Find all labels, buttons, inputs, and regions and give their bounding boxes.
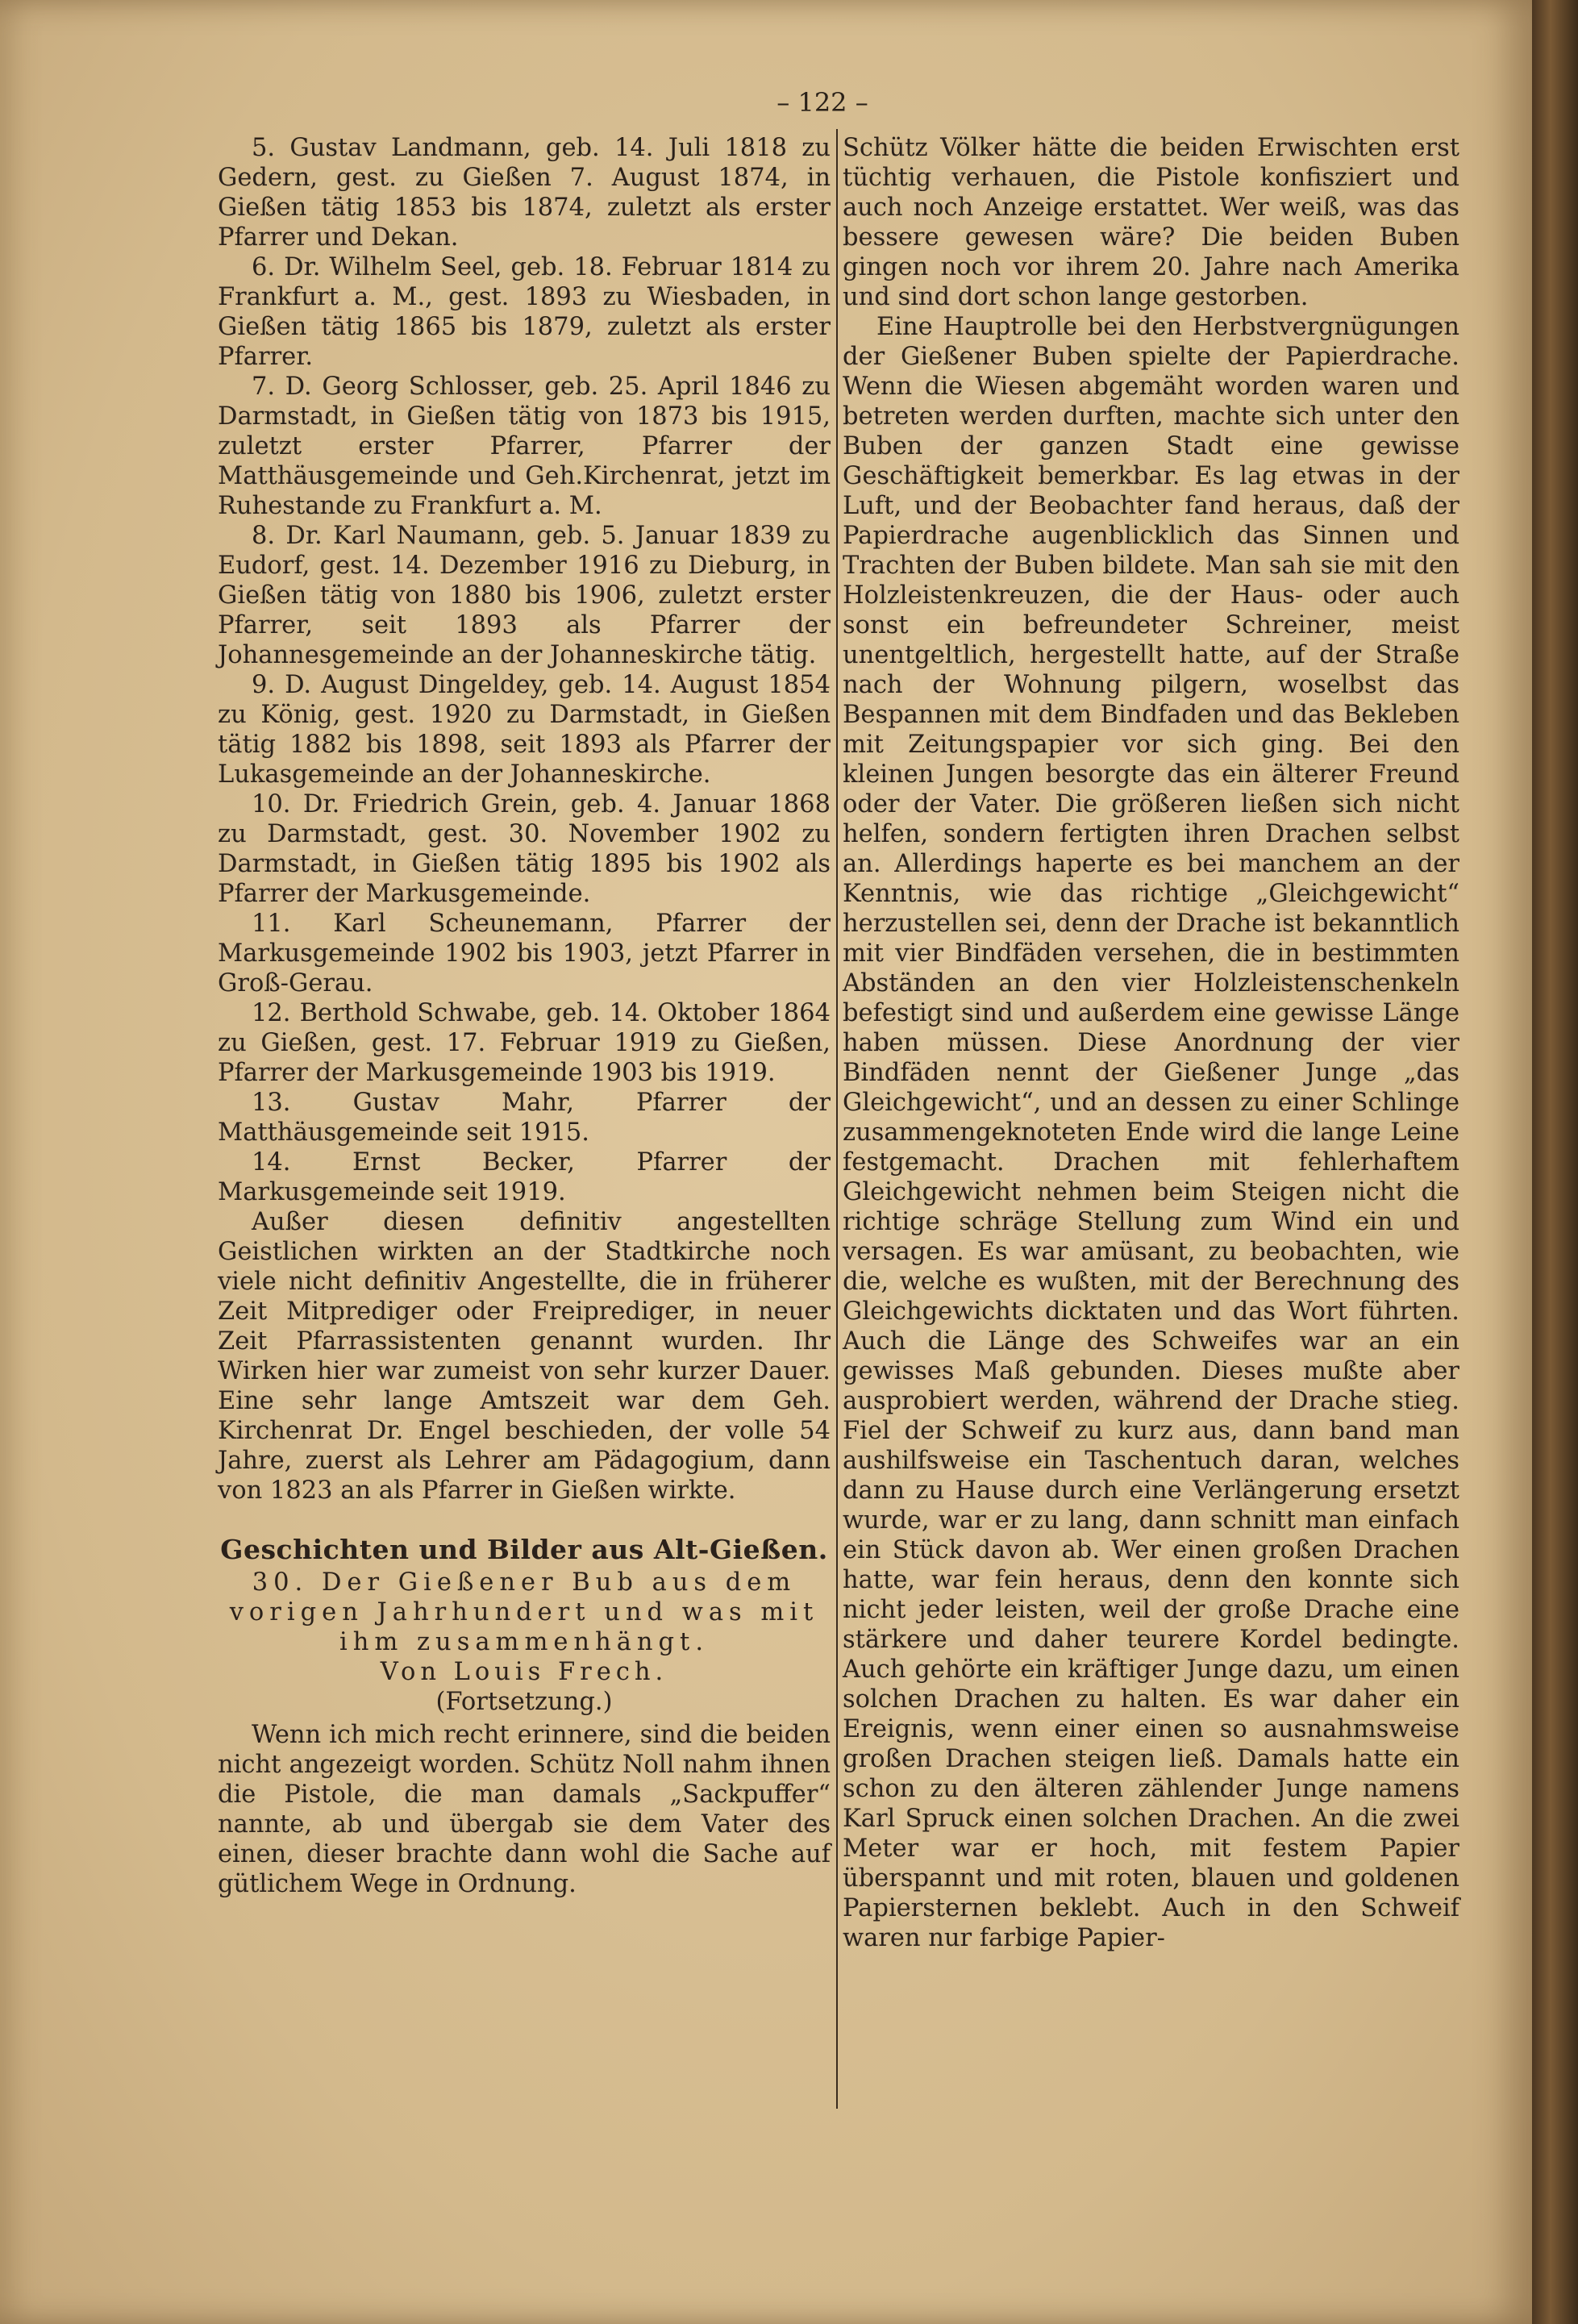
pastor-entry: 7. D. Georg Schlosser, geb. 25. April 1846 zu Darmstadt, in Gießen tätig von 1873 bis 1915, zuletzt erster Pfarrer, Pfarrer der Matthäusgemeinde und Geh.Kirchenrat, jetzt im Ruhestande zu Frankfurt a. M. <box>218 373 831 520</box>
pastor-entry: 13. Gustav Mahr, Pfarrer der Matthäusgemeinde seit 1915. <box>218 1089 831 1147</box>
column-divider <box>836 129 838 2109</box>
story-paragraph: Eine Hauptrolle bei den Herbstvergnügungen der Gießener Buben spielte der Papierdrache. Wenn die Wiesen abgemäht worden waren und betreten werden durften, machte sich unter den Buben der ganzen Stadt eine gewisse Geschäftigkeit bemerkbar. Es lag etwas in der Luft, und der Beobachter fand heraus, daß der Papierdrache augenblicklich das Sinnen und Trachten der Buben bildete. Man sah sie mit den Holzleistenkreuzen, die der Haus- oder auch sonst ein befreundeter Schreiner, meist unentgeltlich, hergestellt hatte, auf der Straße nach der Wohnung pilgern, woselbst das Bespannen mit dem Bindfaden und das Bekleben mit Zeitungspapier vor sich ging. Bei den kleinen Jungen besorgte das ein älterer Freund oder der Vater. Die größeren ließen sich nicht helfen, sondern fertigten ihren Drachen selbst an. Allerdings haperte es bei manchem an der Kenntnis, wie das richtige „Gleichgewicht“ herzustellen sei, denn der Drache ist bekanntlich mit vier Bindfäden versehen, die in bestimmten Abständen an den vier Holzleistenschenkeln befestigt sind und außerdem eine gewisse Länge haben müssen. Diese Anordnung der vier Bindfäden nennt der Gießener Junge „das Gleichgewicht“, und an dessen zu einer Schlinge zusammengeknoteten Ende wird die lange Leine festgemacht. Drachen mit fehlerhaftem Gleichgewicht nehmen beim Steigen nicht die richtige schräge Stellung zum Wind ein und versagen. Es war amüsant, zu beobachten, wie die, welche es wußten, mit der Berechnung des Gleichgewichts dicktaten und das Wort führten. Auch die Länge des Schweifes war an ein gewisses Maß gebunden. Dieses mußte aber ausprobiert werden, während der Drache stieg. Fiel der Schweif zu kurz aus, dann band man aushilfsweise ein Taschentuch daran, welches dann zu Hause durch eine Verlängerung ersetzt wurde, war er zu lang, dann schnitt man einfach ein Stück davon ab. Wer einen großen Drachen hatte, war fein heraus, denn den konnte sich nicht jeder leisten, weil der große Drache eine stärkere und daher teurere Kordel bedingte. Auch gehörte ein kräftiger Junge dazu, um einen solchen Drachen zu halten. Es war daher ein Ereignis, wenn einer einen so ausnahmsweise großen Drachen steigen ließ. Damals hatte ein schon zu den älteren zählender Junge namens Karl Spruck einen solchen Drachen. An die zwei Meter war er hoch, mit festem Papier überspannt und mit roten, blauen und goldenen Papiersternen beklebt. Auch in den Schweif waren nur farbige Papier- <box>843 313 1459 1952</box>
pastor-entry: 8. Dr. Karl Naumann, geb. 5. Januar 1839 zu Eudorf, gest. 14. Dezember 1916 zu Dieburg, in Gießen tätig von 1880 bis 1906, zuletzt erster Pfarrer, seit 1893 als Pfarrer der Johannesgemeinde an der Johanneskirche tätig. <box>218 522 831 669</box>
pastor-entry: 12. Berthold Schwabe, geb. 14. Oktober 1864 zu Gießen, gest. 17. Februar 1919 zu Gießen, Pfarrer der Markusgemeinde 1903 bis 1919. <box>218 999 831 1087</box>
closing-paragraph: Außer diesen definitiv angestellten Geistlichen wirkten an der Stadtkirche noch viele nicht definitiv Angestellte, die in früherer Zeit Mitprediger oder Freiprediger, in neuer Zeit Pfarrassistenten genannt wurden. Ihr Wirken hier war zumeist von sehr kurzer Dauer. Eine sehr lange Amtszeit war dem Geh. Kirchenrat Dr. Engel beschieden, der volle 54 Jahre, zuerst als Lehrer am Pädagogium, dann von 1823 an als Pfarrer in Gießen wirkte. <box>218 1208 831 1505</box>
pastor-entry: 14. Ernst Becker, Pfarrer der Markusgemeinde seit 1919. <box>218 1148 831 1206</box>
right-column <box>843 133 1459 1953</box>
pastor-entry: 5. Gustav Landmann, geb. 14. Juli 1818 zu Gedern, gest. zu Gießen 7. August 1874, in Gießen tätig 1853 bis 1874, zuletzt als erster Pfarrer und Dekan. <box>218 134 831 252</box>
story-title: 30. Der Gießener Bub aus dem vorigen Jahrhundert und was mit ihm zusammenhängt. <box>229 1568 819 1656</box>
section-heading: Geschichten und Bilder aus Alt-Gießen. <box>220 1534 828 1565</box>
left-column <box>218 133 831 1899</box>
continuation-note: (Fortsetzung.) <box>435 1688 613 1716</box>
page-number: – 122 – <box>777 87 868 118</box>
pastor-entry: 11. Karl Scheunemann, Pfarrer der Markusgemeinde 1902 bis 1903, jetzt Pfarrer in Groß-Gerau. <box>218 910 831 997</box>
story-paragraph: Wenn ich mich recht erinnere, sind die beiden nicht angezeigt worden. Schütz Noll nahm ihnen die Pistole, die man damals „Sackpuffer“ nannte, ab und übergab sie dem Vater des einen, dieser brachte dann wohl die Sache auf gütlichem Wege in Ordnung. <box>218 1721 831 1898</box>
pastor-entry: 9. D. August Dingeldey, geb. 14. August 1854 zu König, gest. 1920 zu Darmstadt, in Gießen tätig 1882 bis 1898, seit 1893 als Pfarrer der Lukasgemeinde an der Johanneskirche. <box>218 671 831 789</box>
pastor-entry: 6. Dr. Wilhelm Seel, geb. 18. Februar 1814 zu Frankfurt a. M., gest. 1893 zu Wiesbaden, in Gießen tätig 1865 bis 1879, zuletzt als erster Pfarrer. <box>218 253 831 371</box>
story-paragraph: Schütz Völker hätte die beiden Erwischten erst tüchtig verhauen, die Pistole konfisziert und auch noch Anzeige erstattet. Wer weiß, was das bessere gewesen wäre? Die beiden Buben gingen noch vor ihrem 20. Jahre nach Amerika und sind dort schon lange gestorben. <box>843 134 1459 311</box>
pastor-entry: 10. Dr. Friedrich Grein, geb. 4. Januar 1868 zu Darmstadt, gest. 30. November 1902 zu Darmstadt, in Gießen tätig 1895 bis 1902 als Pfarrer der Markusgemeinde. <box>218 790 831 908</box>
book-spine <box>1532 0 1578 2324</box>
story-author: Von Louis Frech. <box>380 1658 668 1686</box>
